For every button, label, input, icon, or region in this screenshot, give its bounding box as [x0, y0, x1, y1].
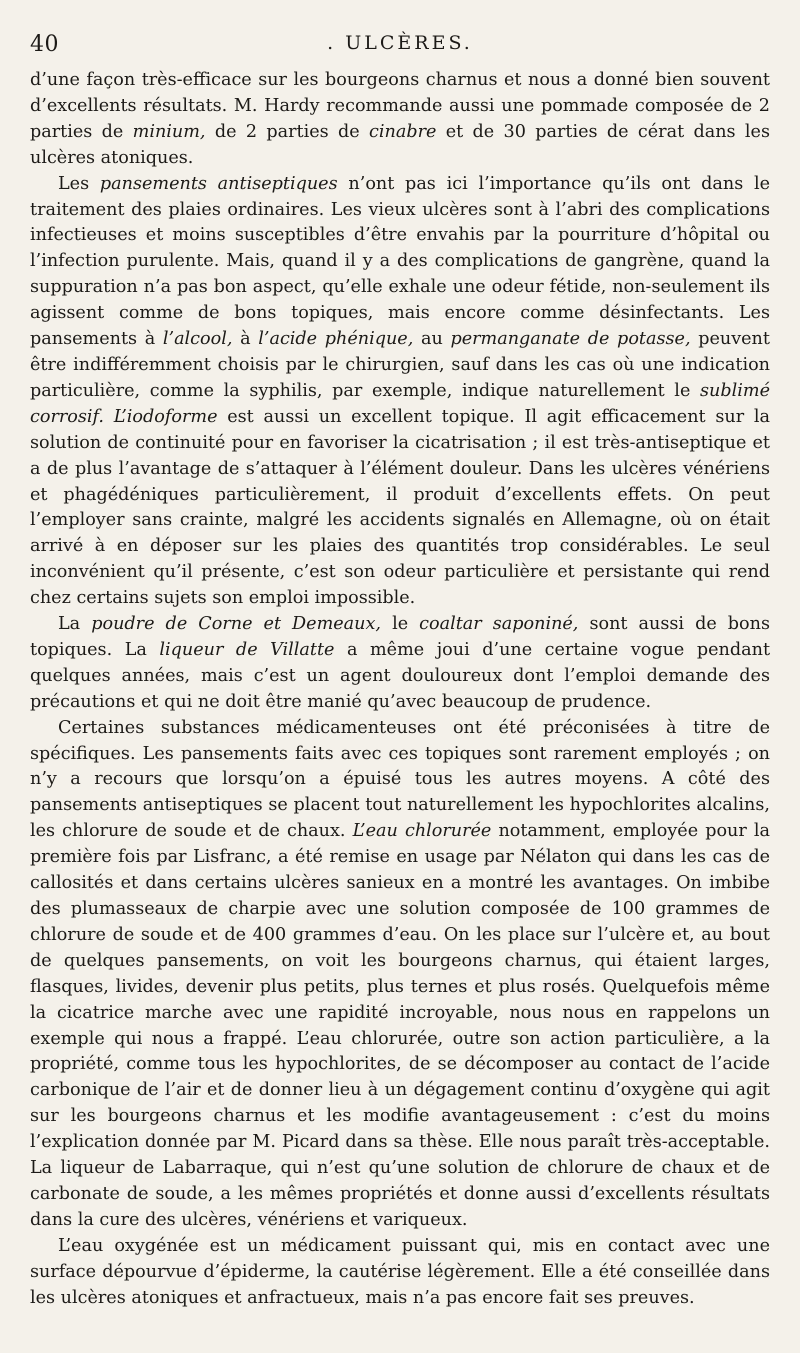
page-header	[30, 22, 770, 68]
italic-text: minium,	[132, 121, 206, 142]
text-run: Les	[58, 173, 100, 194]
text-run: à	[232, 329, 259, 350]
text-run: Certaines substances médicamenteuses ont été préconisées à titre de spécifiques. Les pansements faits avec ces topiques sont rarement employés ; on n’y a recours que lorsqu’on a épuisé tous les autres moyens. A côté des pansements antiseptiques se placent tout naturellement les hypochlorites alcalins, les chlorure de soude et de chaux.	[30, 717, 770, 842]
italic-text: coaltar saponiné,	[419, 614, 579, 635]
paragraph	[30, 612, 770, 716]
text-run: d’une façon très-efficace sur les bourgeons charnus et nous a donné bien souvent d’excellents résultats. M. Hardy recommande aussi une pommade composée de 2 parties de	[30, 70, 770, 142]
body-text	[30, 68, 770, 1312]
text-run: a même joui d’une certaine vogue pendant quelques années, mais c’est un agent douloureux dont l’emploi demande des précautions et qui ne doit être manié qu’avec beaucoup de prudence.	[30, 639, 771, 712]
italic-text: poudre de Corne et Demeaux,	[91, 614, 382, 635]
text-run: La	[58, 614, 92, 635]
italic-text: cinabre	[369, 121, 437, 142]
text-run: L’eau oxygénée est un médicament puissant qui, mis en contact avec une surface dépourvue d’épiderme, la cautérise légèrement. Elle a été conseillée dans les ulcères atoniques et anfractueux, mais n’a pas encore fait ses preuves.	[30, 1235, 770, 1308]
running-title: . ULCÈRES.	[327, 32, 473, 54]
italic-text: permanganate de potasse,	[450, 329, 691, 350]
page-number: 40	[30, 32, 59, 57]
text-run: sont aussi de bons topiques. La	[30, 614, 771, 660]
text-run	[104, 407, 114, 427]
italic-text: L’eau chlorurée	[352, 821, 492, 842]
text-run: de 2 parties de	[205, 121, 370, 142]
italic-text: L’iodoforme	[113, 406, 218, 427]
italic-text: liqueur de Villatte	[159, 639, 335, 660]
text-run: au	[413, 329, 451, 350]
text-run: notamment, employée pour la première fois par Lisfranc, a été remise en usage par Nélaton qui dans les cas de callosités et dans certains ulcères sanieux en a montré les avantages. On imbibe des plumasseaux de charpie avec une solution composée de 100 grammes de chlorure de soude et de 400 grammes d’eau. On les place sur l’ulcère et, au bout de quelques pansements, on voit les bourgeons charnus, qui étaient larges, flasques, livides, devenir plus petits, plus ternes et plus rosés. Quelquefois même la cicatrice marche avec une rapidité incroyable, nous nous en rappelons un exemple qui nous a frappé. L’eau chlorurée, outre son action particulière, a la propriété, comme tous les hypochlorites, de se décomposer au contact de l’acide carbonique de l’air et de donner lieu à un dégagement continu d’oxygène qui agit sur les bourgeons charnus et les modifie avantageusement : c’est du moins l’explication donnée par M. Picard dans sa thèse. Elle nous paraît très-acceptable. La liqueur de Labarraque, qui n’est qu’une solution de chlorure de chaux et de carbonate de soude, a les mêmes propriétés et donne aussi d’excellents résultats dans la cure des ulcères, vénériens et variqueux.	[30, 821, 770, 1230]
text-run: le	[381, 614, 420, 635]
text-run: n’ont pas ici l’importance qu’ils ont dans le traitement des plaies ordinaires. Les vieux ulcères sont à l’abri des complications infectieuses et moins susceptibles d’être envahis par la pourriture d’hôpital ou l’infection purulente. Mais, quand il y a des complications de gangrène, quand la suppuration n’a pas bon aspect, qu’elle exhale une odeur fétide, non-seulement ils agissent comme de bons topiques, mais encore comme désinfectants. Les pansements à	[30, 173, 771, 350]
text-run: peuvent être indifféremment choisis par le chirurgien, sauf dans les cas où une indication particulière, comme la syphilis, par exemple, indique naturellement le	[30, 329, 770, 401]
italic-text: l’acide phénique,	[258, 329, 414, 350]
italic-text: sublimé corrosif.	[30, 380, 770, 427]
paragraph	[30, 68, 770, 172]
italic-text: l’alcool,	[162, 329, 233, 350]
text-run: est aussi un excellent topique. Il agit efficacement sur la solution de continuité pour en favoriser la cicatrisation ; il est très-antiseptique et a de plus l’avantage de s’attaquer à l’élément douleur. Dans les ulcères vénériens et phagédéniques particulièrement, il produit d’excellents effets. On peut l’employer sans crainte, malgré les accidents signalés en Allemagne, où on était arrivé à en déposer sur les plaies des quantités trop considérables. Le seul inconvénient qu’il présente, c’est son odeur particulière et persistante qui rend chez certains sujets son emploi impossible.	[30, 406, 770, 609]
paragraph	[30, 716, 770, 1234]
paragraph	[30, 1234, 770, 1312]
text-run: et de 30 parties de cérat dans les ulcères atoniques.	[30, 121, 770, 168]
paragraph	[30, 172, 770, 612]
italic-text: pansements antiseptiques	[99, 173, 338, 194]
